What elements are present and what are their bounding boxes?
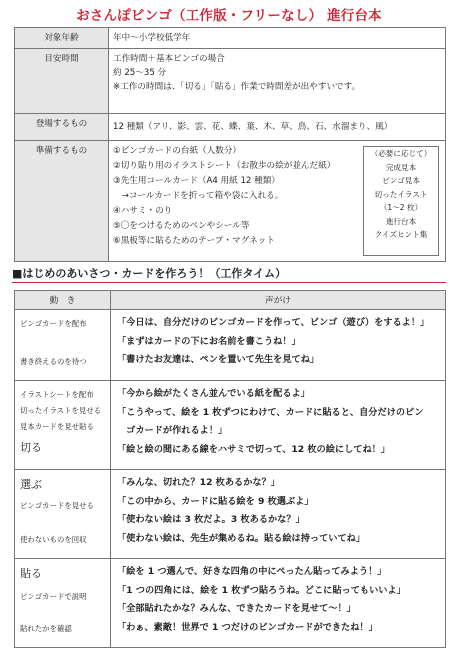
speech-line: 「こうやって、絵を 1 枚ずつにわけて、カードに貼ると、自分だけのビン	[117, 406, 424, 418]
optional-item: 切ったイラスト	[374, 189, 428, 199]
activity-row	[15, 470, 446, 559]
move-cell	[15, 381, 111, 470]
move-item: イラストシートを配布	[20, 390, 94, 399]
speech-line: 「今日は、自分だけのビンゴカードを作って、ビンゴ（遊び）をするよ！」	[117, 317, 430, 328]
col-speech-header: 声がけ	[111, 291, 446, 310]
activity-row	[15, 381, 446, 470]
speech-cell	[111, 310, 446, 381]
speech-line: 「使わない絵は 3 枚だよ。3 枚あるかな？」	[117, 514, 305, 525]
activity-row	[15, 310, 446, 381]
move-item: ビンゴカードを見せる	[20, 501, 94, 510]
move-item: 使わないものを回収	[20, 535, 87, 544]
optional-item: ビンゴ見本	[382, 176, 420, 185]
move-cell	[15, 470, 111, 559]
move-cell	[15, 559, 111, 648]
speech-line: 「この中から、カードに貼る絵を 9 枚選ぶよ」	[117, 495, 314, 507]
move-item: 切ったイラストを見せる	[20, 406, 102, 415]
speech-line: 「書けたお友達は、ペンを置いて先生を見てね」	[117, 354, 320, 365]
optional-items-box	[363, 146, 439, 256]
move-item: 見本カードを見せ貼る	[20, 422, 94, 431]
speech-line: 「わぁ、素敵！世界で 1 つだけのビンゴカードができたね！」	[117, 621, 378, 633]
prep-item: ②切り貼り用のイラストシート（お散歩の絵が並んだ紙）	[113, 161, 336, 171]
time-line: 約 25～35 分	[113, 68, 167, 78]
speech-line: ゴカードが作れるよ！」	[117, 425, 228, 436]
target-label: 対象年齢	[15, 28, 109, 49]
speech-line: 「みんな、切れた？12 枚あるかな？」	[117, 477, 280, 488]
appear-label: 登場するもの	[15, 114, 109, 141]
optional-item: 進行台本	[385, 216, 417, 226]
activity-header-row	[15, 291, 446, 310]
time-label: 目安時間	[15, 49, 109, 114]
page-title: おさんぽビンゴ（工作版・フリーなし） 進行台本	[76, 8, 382, 24]
prep-item: ③先生用コールカード（A4 用紙 12 種類）	[113, 176, 280, 186]
move-item: ビンゴカードで説明	[20, 592, 87, 601]
speech-cell	[111, 559, 446, 648]
appear-row	[15, 114, 446, 141]
target-row	[15, 28, 446, 49]
prep-wrap	[113, 144, 441, 258]
target-value: 年中～小学校低学年	[109, 28, 446, 49]
speech-line: 「1 つの四角には、絵を 1 枚ずつ貼ろうね。どこに貼ってもいいよ」	[117, 584, 406, 596]
optional-item: （1～2 枚）	[379, 203, 423, 212]
time-value	[109, 49, 446, 114]
speech-line: 「絵を 1 つ選んで、好きな四角の中にぺったん貼ってみよう！」	[117, 566, 387, 577]
prep-item: ⑥黒板等に貼るためのテープ・マグネット	[113, 236, 275, 246]
move-item: 選ぶ	[20, 478, 42, 491]
speech-line: 「絵と絵の間にある線をハサミで切って、12 枚の絵にしてね！」	[117, 443, 391, 455]
move-item: 書き終えるのを待つ	[20, 357, 87, 366]
prep-value	[109, 141, 446, 262]
prep-item: ①ビンゴカードの台紙（人数分）	[113, 146, 242, 156]
prep-label: 準備するもの	[15, 141, 109, 262]
speech-line: 「まずはカードの下にお名前を書こうね！」	[117, 335, 301, 347]
prep-item: →コールカードを折って箱や袋に入れる。	[113, 191, 284, 201]
section-heading: ■はじめのあいさつ・カードを作ろう！（工作タイム）	[12, 267, 287, 280]
prep-item: ④ハサミ・のり	[113, 206, 173, 216]
prep-item: ⑤〇をつけるためのペンやシール等	[113, 221, 250, 231]
activity-row	[15, 559, 446, 648]
speech-line: 「今から絵がたくさん並んでいる紙を配るよ」	[117, 388, 310, 399]
activity-table	[14, 290, 446, 648]
move-item: 切る	[20, 441, 42, 454]
prep-row	[15, 141, 446, 262]
move-item: 貼る	[20, 567, 42, 580]
speech-line: 「使わない絵は、先生が集めるね。貼る絵は持っていてね」	[117, 532, 366, 544]
move-cell	[15, 310, 111, 381]
section-divider	[12, 282, 446, 283]
move-item: ビンゴカードを配布	[20, 319, 87, 328]
col-move-header: 動 き	[15, 291, 111, 310]
speech-cell	[111, 381, 446, 470]
time-line: 工作時間＋基本ビンゴの場合	[113, 54, 225, 64]
time-line: ※工作の時間は、「切る」「貼る」作業で時間差が出やすいです。	[113, 82, 361, 92]
speech-line: 「全部貼れたかな？みんな、できたカードを見せて～！」	[117, 603, 356, 614]
time-row	[15, 49, 446, 114]
speech-cell	[111, 470, 446, 559]
appear-value: 12 種類（アリ、影、雲、花、蝶、葉、木、草、鳥、石、水溜まり、風）	[109, 114, 446, 141]
optional-item: クイズヒント集	[374, 230, 428, 239]
optional-item: （必要に応じて）	[370, 149, 432, 158]
optional-item: 完成見本	[385, 162, 417, 172]
move-item: 貼れたかを確認	[20, 624, 72, 633]
info-table	[14, 27, 446, 262]
